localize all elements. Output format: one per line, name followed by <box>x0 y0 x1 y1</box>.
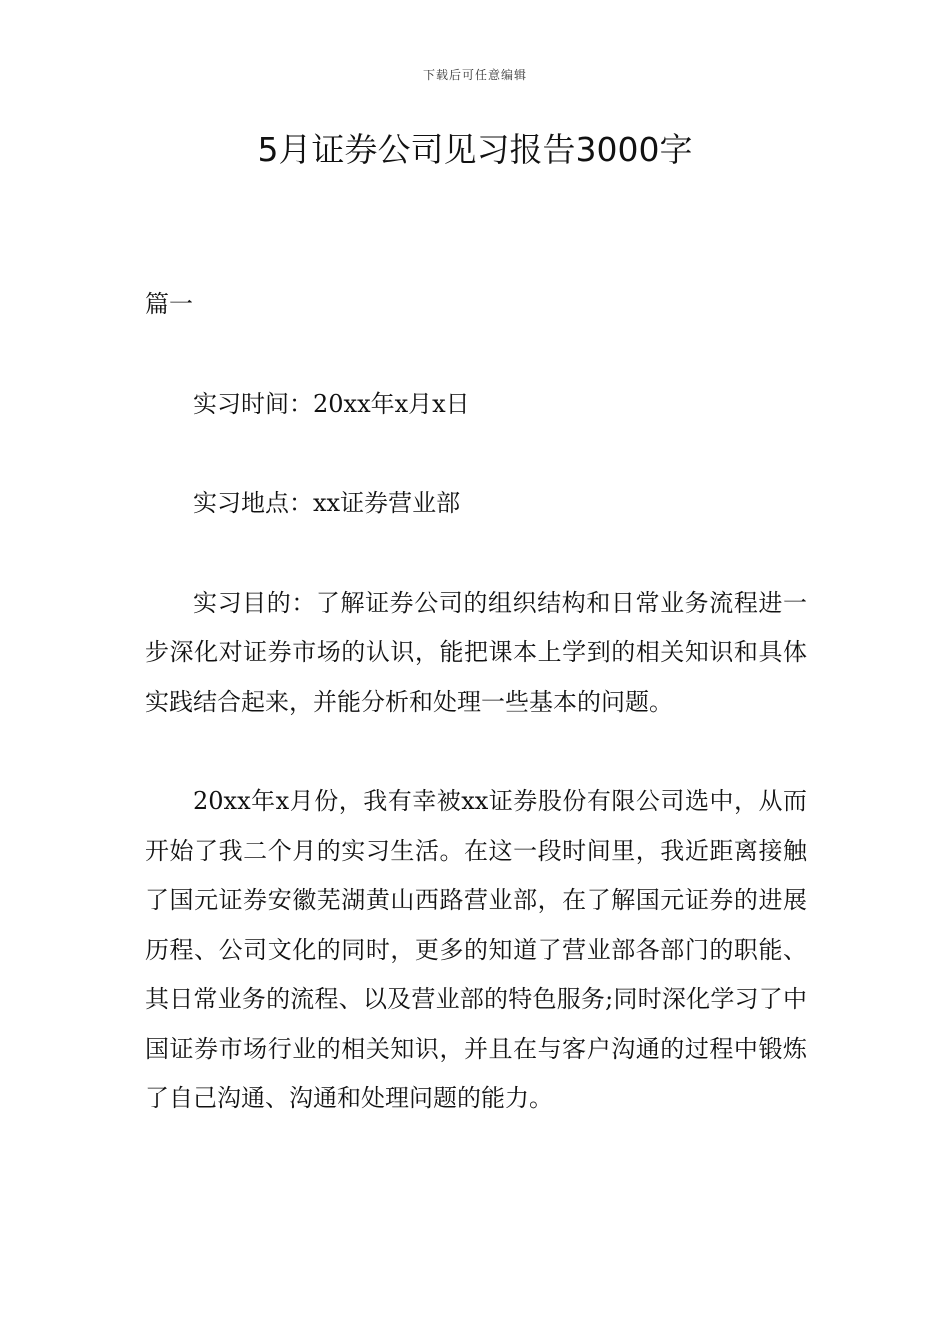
document-title: 5月证券公司见习报告3000字 <box>257 130 693 169</box>
paragraph-internship-experience: 20xx年x月份，我有幸被xx证券股份有限公司选中，从而开始了我二个月的实习生活。在这一段时间里，我近距离接触了国元证券安徽芜湖黄山西路营业部，在了解国元证券的进展历程、公司文化的同时，更多的知道了营业部各部门的职能、其日常业务的流程、以及营业部的特色服务;同时深化学习了中国证券市场行业的相关知识，并且在与客户沟通的过程中锻炼了自己沟通、沟通和处理问题的能力。 <box>145 787 807 1112</box>
header-note: 下载后可任意编辑 <box>422 68 527 82</box>
paragraph-internship-location: 实习地点：xx证券营业部 <box>193 489 461 517</box>
paragraph-internship-purpose: 实习目的：了解证券公司的组织结构和日常业务流程进一步深化对证券市场的认识，能把课本上学到的相关知识和具体实践结合起来，并能分析和处理一些基本的问题。 <box>145 588 807 716</box>
paragraph-internship-time: 实习时间：20xx年x月x日 <box>193 389 470 418</box>
document-body <box>145 280 807 1124</box>
section-label: 篇一 <box>145 290 193 318</box>
